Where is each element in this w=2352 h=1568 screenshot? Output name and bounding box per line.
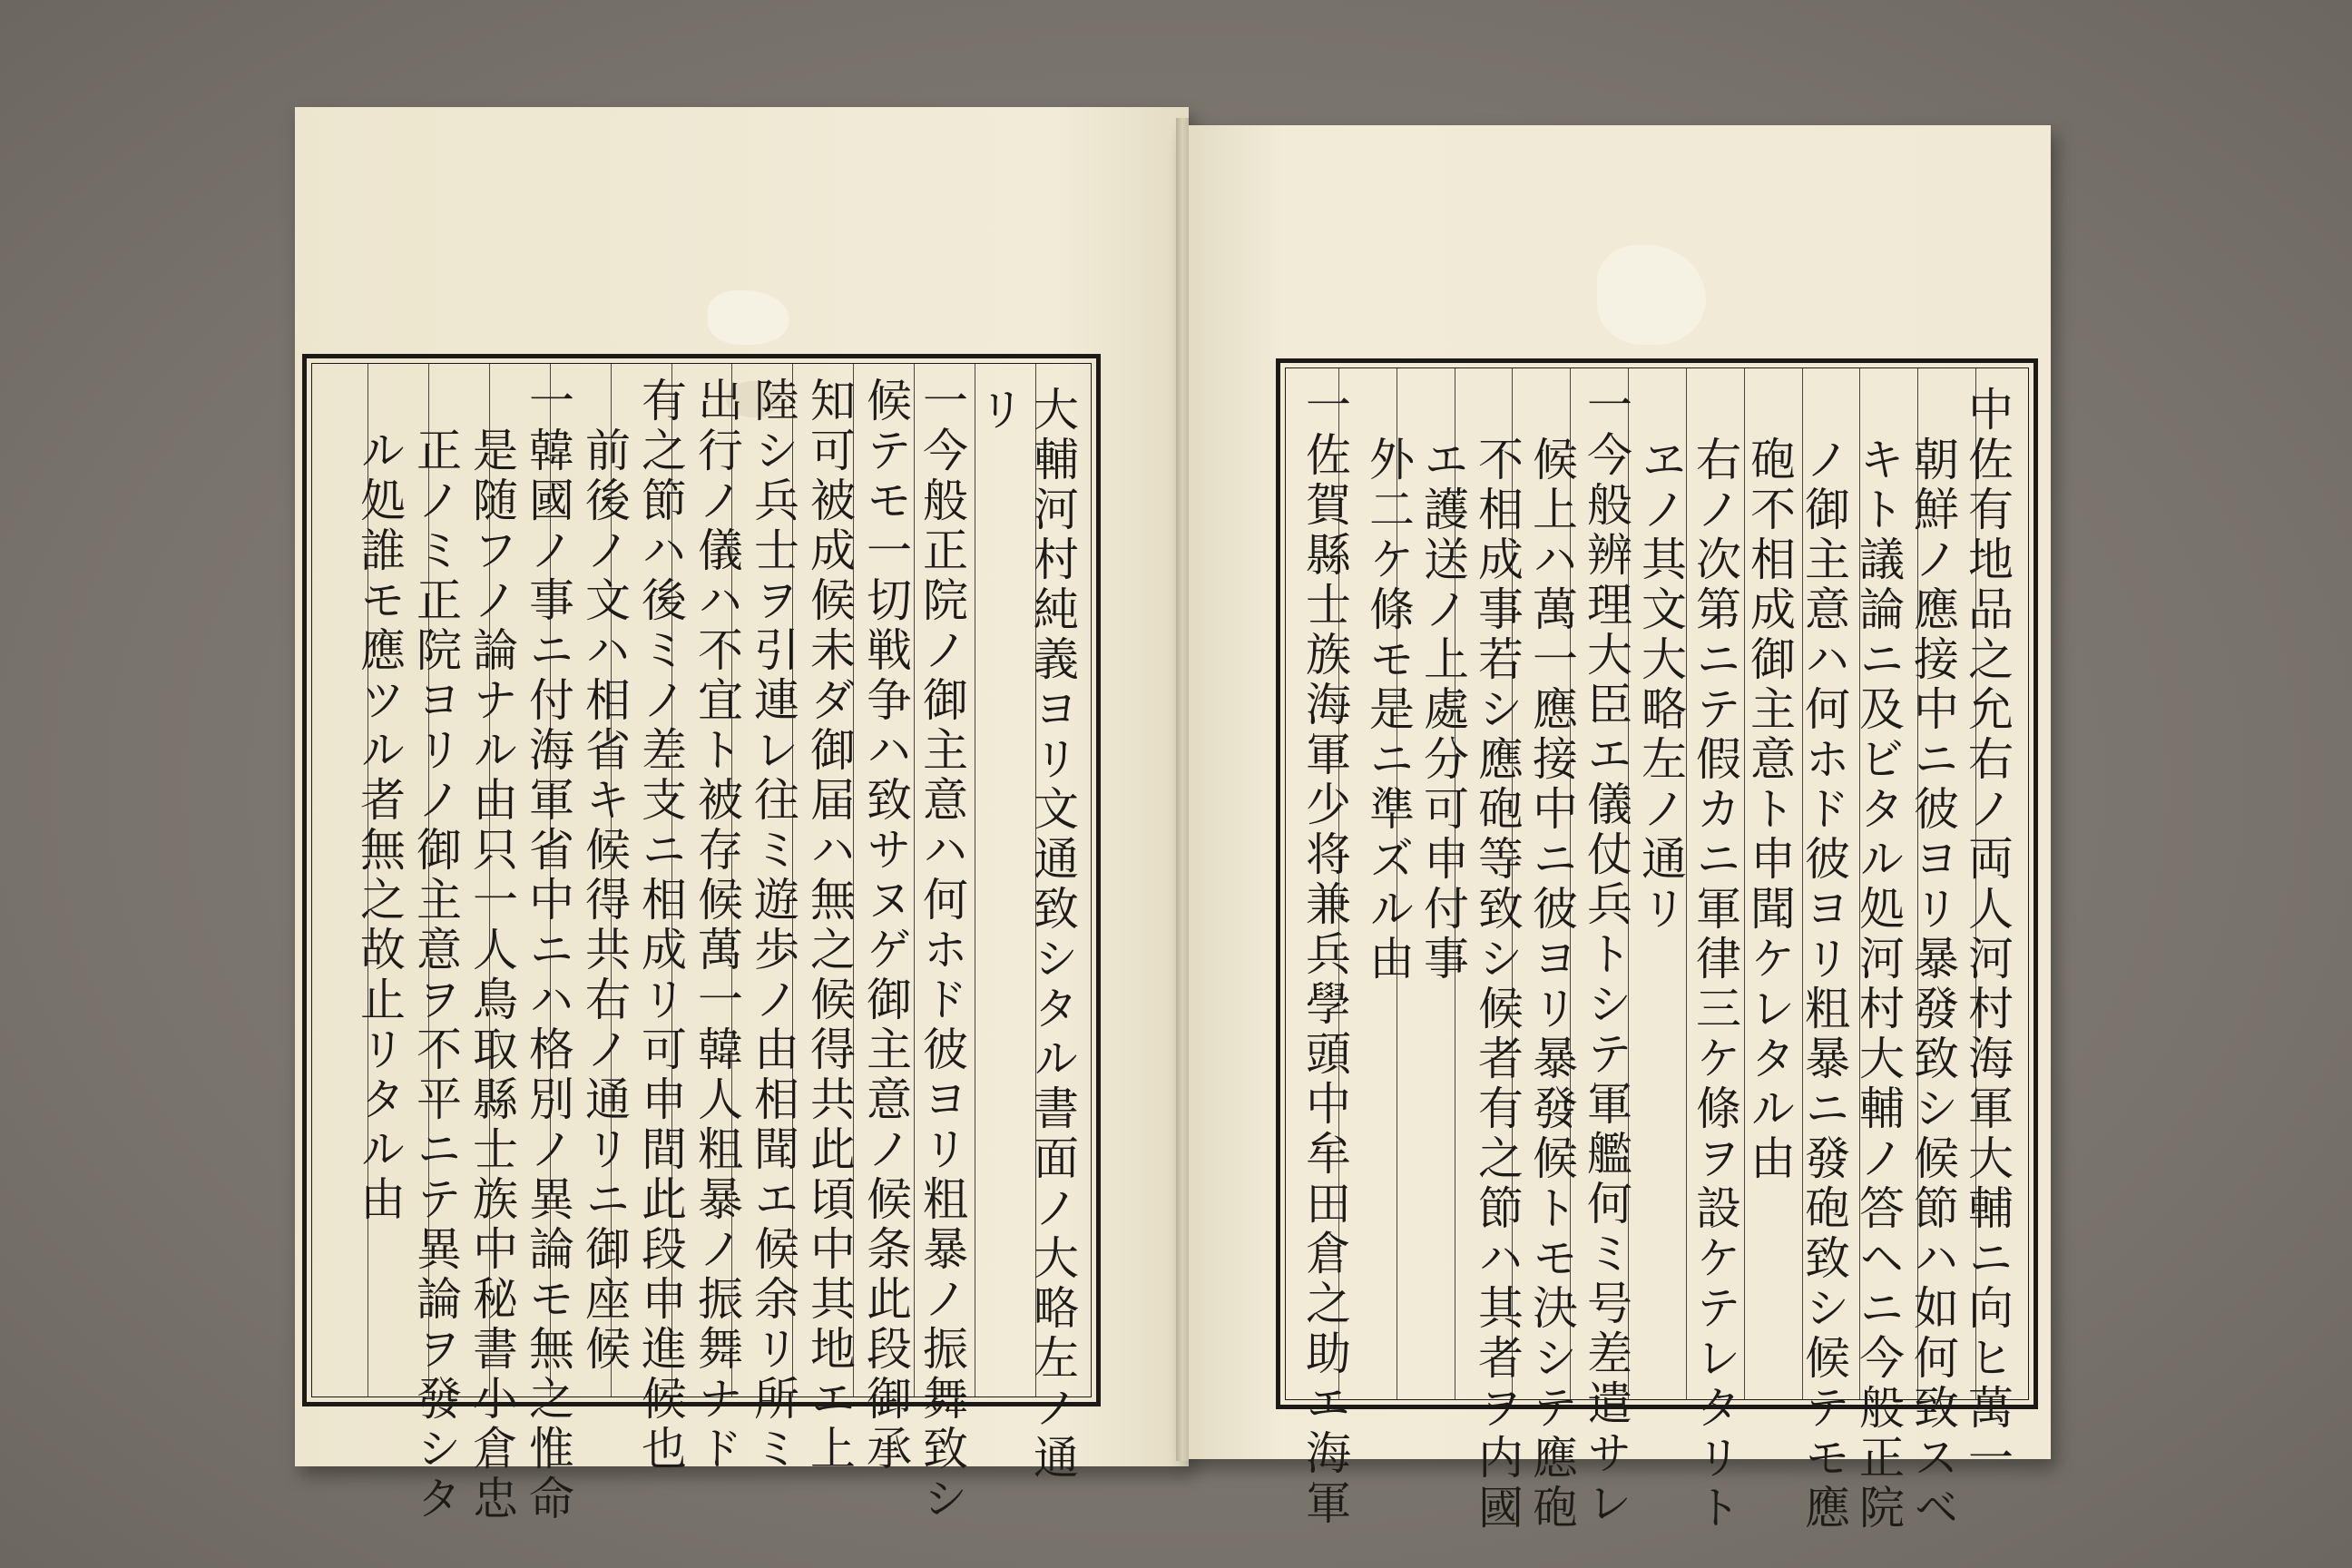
left-column-2: リ bbox=[972, 386, 1024, 436]
right-column-8: 一今般辨理大臣エ儀仗兵トシテ軍艦何ミ号差遣サレ bbox=[1580, 381, 1632, 1529]
right-column-7: ヱノ其文大略左ノ通リ bbox=[1634, 436, 1687, 935]
right-column-11: エ護送ノ上處分可申付事 bbox=[1416, 436, 1469, 985]
right-column-10: 不相成事若シ應砲等致シ候者有之節ハ其者ヲ内國 bbox=[1471, 436, 1524, 1534]
right-column-5: 砲不相成御主意ト申聞ケレタル由 bbox=[1743, 436, 1796, 1184]
left-column-1: 大輔河村純義ヨリ文通致シタル書面ノ大略左ノ通 bbox=[1026, 386, 1079, 1484]
left-column-13: ル処誰モ應ツル者無之故止リタル由 bbox=[353, 426, 406, 1225]
left-column-3: 一今般正院ノ御主意ハ何ホド彼ヨリ粗暴ノ振舞致シ bbox=[916, 377, 968, 1524]
right-column-13: 一佐賀縣士族海軍少将兼兵學頭中牟田倉之助エ海軍 bbox=[1298, 381, 1351, 1529]
right-column-6: 右ノ次第ニテ假カニ軍律三ケ條ヲ設ケテレタリト bbox=[1689, 436, 1741, 1534]
right-column-2: 朝鮮ノ應接中ニ彼ヨリ暴發致シ候節ハ如何致スベ bbox=[1906, 436, 1959, 1534]
left-column-4: 候テモ一切戦争ハ致サヌゲ御主意ノ候条此段御承 bbox=[859, 377, 912, 1475]
left-column-7: 出行ノ儀ハ不宜ト被存候萬一韓人粗暴ノ振舞ナド bbox=[691, 377, 743, 1475]
left-column-6: 陸シ兵士ヲ引連レ往ミ遊歩ノ由相聞エ候余リ所ミ bbox=[747, 377, 799, 1475]
left-column-11: 是随フノ論ナル由只一人鳥取縣士族中秘書小倉忠 bbox=[466, 426, 518, 1524]
book-gutter bbox=[1176, 118, 1189, 1461]
left-column-12: 正ノミ正院ヨリノ御主意ヲ不平ニテ異論ヲ發シタ bbox=[409, 426, 462, 1524]
right-column-4: ノ御主意ハ何ホド彼ヨリ粗暴ニ發砲致シ候テモ應 bbox=[1798, 436, 1850, 1534]
left-column-10: 一韓國ノ事ニ付海軍省中ニハ格別ノ異論モ無之惟命 bbox=[522, 377, 574, 1524]
right-column-12: 外二ケ條モ是ニ準ズル由 bbox=[1362, 436, 1415, 985]
left-column-5: 知可被成候未ダ御届ハ無之候得共此頃中其地エ上 bbox=[803, 377, 856, 1475]
right-column-1: 中佐有地品之允右ノ両人河村海軍大輔ニ向ヒ萬一 bbox=[1961, 386, 2014, 1484]
right-column-3: キト議論ニ及ビタル処河村大輔ノ答ヘニ今般正院 bbox=[1852, 436, 1905, 1534]
left-column-8: 有之節ハ後ミノ差支ニ相成リ可申間此段申進候也 bbox=[634, 377, 687, 1475]
right-column-9: 候上ハ萬一應接中ニ彼ヨリ暴發候トモ決シテ應砲 bbox=[1525, 436, 1578, 1534]
left-column-9: 前後ノ文ハ相省キ候得共右ノ通リニ御座候 bbox=[578, 426, 631, 1375]
